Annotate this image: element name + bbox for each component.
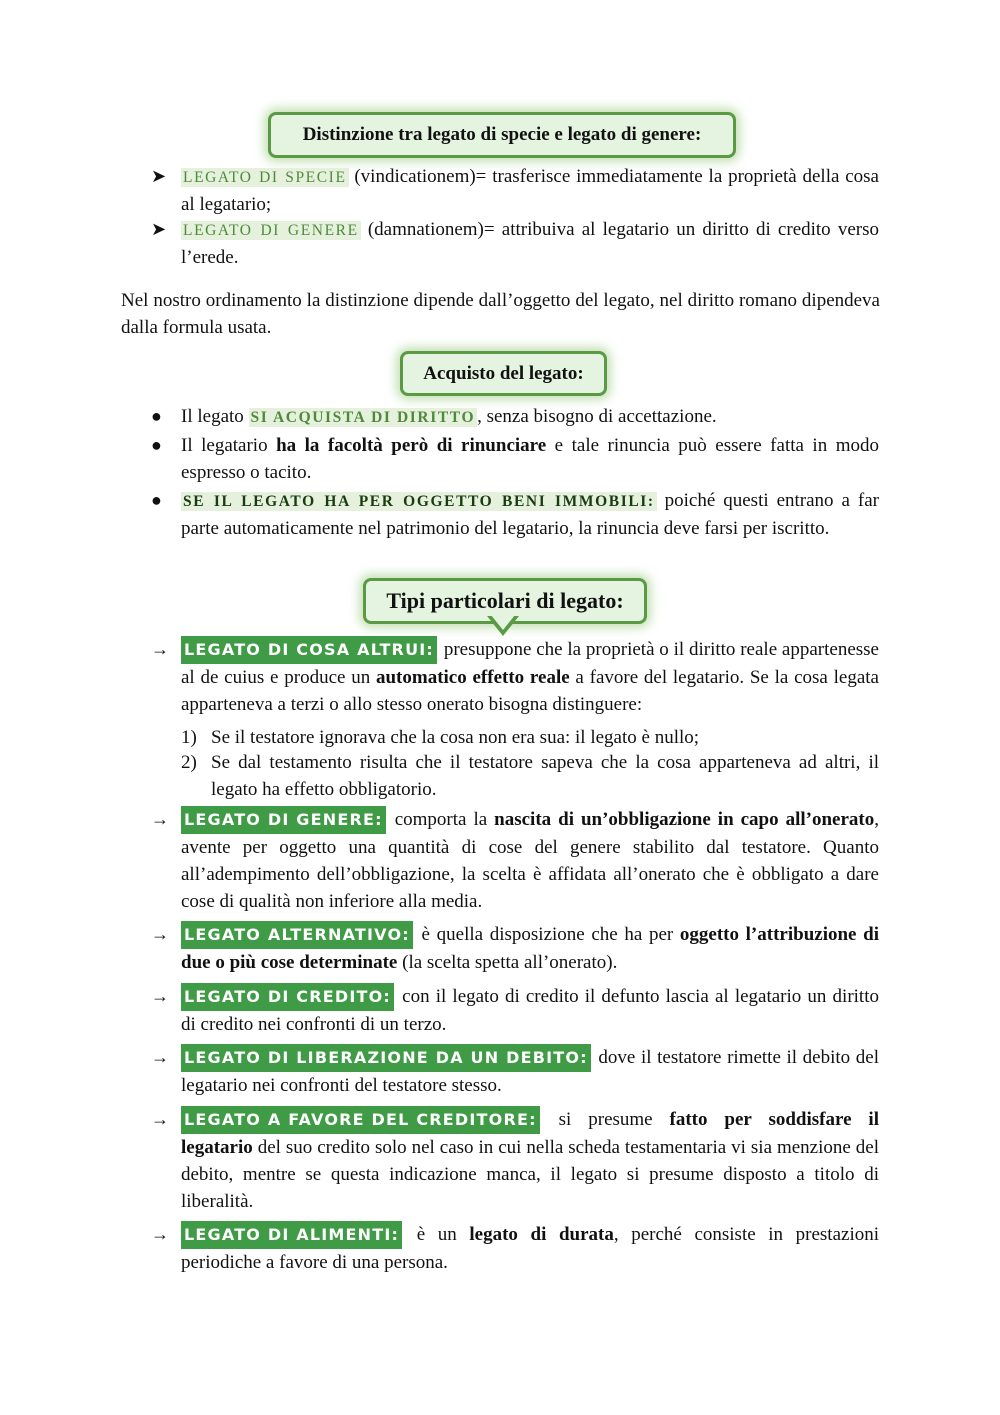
round-bullet-icon: ● <box>151 435 162 455</box>
right-arrow-icon: → <box>151 924 169 944</box>
section-title-distinzione: Distinzione tra legato di specie e legato di genere: <box>268 112 736 158</box>
tag-legato-alternativo: LEGATO ALTERNATIVO: <box>181 921 413 949</box>
arrowhead-bullet-icon: ➤ <box>151 166 167 186</box>
right-arrow-icon: → <box>151 639 169 659</box>
section-title-acquisto: Acquisto del legato: <box>400 351 607 396</box>
tag-legato-di-credito: LEGATO DI CREDITO: <box>181 983 394 1011</box>
round-bullet-icon: ● <box>151 406 162 426</box>
right-arrow-icon: → <box>151 1047 169 1067</box>
document-page: Distinzione tra legato di specie e legato di genere: ➤ LEGATO DI SPECIE (vindicationem)= trasferisce immediatamente la proprietà della cosa al legatario; ➤ LEGATO DI GENERE (damnationem)= attribuiva al legatario un diritto di credito verso l’erede. Nel nostro ordinamento la distinzione dipende dall’oggetto del legato, nel diritto romano dipendeva dalla formula usata. Acquisto del legato: ● Il legato SI ACQUISTA DI DIRITTO , senza bisogno di accettazione. ● Il legatario ha la facoltà però di rinunciare e tale rinuncia può essere fatta in modo espresso o tacito. ● SE IL LEGATO HA PER OGGETTO BENI IMMOBILI: poiché questi entrano a far parte automaticamente nel patrimonio del legatario, la rinuncia deve farsi per iscritto. Tipi particolari di legato: → LEGATO DI COSA ALTRUI: presuppone che la proprietà o il diritto reale appartenesse al de cuius e produce un automatico effetto reale a favore del legatario. Se la cosa legata apparteneva a terzi o allo stesso onerato bisogna distinguere: 1) Se il testatore ignorava che la cosa non era sua: il legato è nullo; 2) Se dal testamento risulta che il testatore sapeva che la cosa apparteneva ad altri, il legato ha effetto obbligatorio. → LEGATO DI GENERE: comporta la nascita di un’obbligazione in capo all’onerato, avente per oggetto una quantità di cose del genere stabilito dal testatore. Quanto all’adempimento dell’obbligazione, la scelta è affidata all’onerato che è obbligato a dare cose di qualità non inferiore alla media. → LEGATO ALTERNATIVO: è quella disposizione che ha per oggetto l’attribuzione di due o più cose determinate (la scelta spetta all’onerato). → LEGATO DI CREDITO: con il legato di credito il defunto lascia al legatario un diritto di credito nei confronti di un terzo. → LEGATO DI LIBERAZIONE DA UN DEBITO: dove il testatore rimette il debito del legatario nei confronti del testatore stesso. → LEGATO A FAVORE DEL CREDITORE: si presume fatto per soddisfare il legatario del suo credito solo nel caso in cui nella scheda testamentaria vi sia menzione del debito, mentre se questa indicazione manca, il legato si presume disposto a titolo di liberalità. → LEGATO DI ALIMENTI: è un legato di durata, perché consiste in prestazioni periodiche a favore di una persona. <box>0 0 1000 1415</box>
term-legato-di-genere: LEGATO DI GENERE <box>183 222 359 239</box>
list-item-text: (damnationem)= attribuiva al legatario un diritto di credito verso l’erede. <box>181 219 879 268</box>
tag-legato-di-liberazione: LEGATO DI LIBERAZIONE DA UN DEBITO: <box>181 1044 591 1072</box>
term-beni-immobili: SE IL LEGATO HA PER OGGETTO BENI IMMOBILI: <box>183 493 655 510</box>
term-legato-di-specie: LEGATO DI SPECIE <box>183 169 347 186</box>
term-si-acquista-di-diritto: SI ACQUISTA DI DIRITTO <box>250 409 476 426</box>
bold-text: ha la facoltà però di rinunciare <box>276 435 547 456</box>
tag-legato-di-genere: LEGATO DI GENERE: <box>181 806 386 834</box>
list-item-text: (vindicationem)= trasferisce immediatamente la proprietà della cosa al legatario; <box>181 166 879 215</box>
right-arrow-icon: → <box>151 1224 169 1244</box>
right-arrow-icon: → <box>151 986 169 1006</box>
round-bullet-icon: ● <box>151 490 162 510</box>
section-title-tipi-particolari: Tipi particolari di legato: <box>363 578 647 624</box>
right-arrow-icon: → <box>151 1109 169 1129</box>
arrowhead-bullet-icon: ➤ <box>151 219 167 239</box>
right-arrow-icon: → <box>151 809 169 829</box>
tag-legato-cosa-altrui: LEGATO DI COSA ALTRUI: <box>181 636 437 664</box>
tag-legato-di-alimenti: LEGATO DI ALIMENTI: <box>181 1221 402 1249</box>
tag-legato-favore-creditore: LEGATO A FAVORE DEL CREDITORE: <box>181 1106 540 1134</box>
paragraph-ordinamento: Nel nostro ordinamento la distinzione dipende dall’oggetto del legato, nel diritto romano dipendeva dalla formula usata. <box>121 290 880 338</box>
